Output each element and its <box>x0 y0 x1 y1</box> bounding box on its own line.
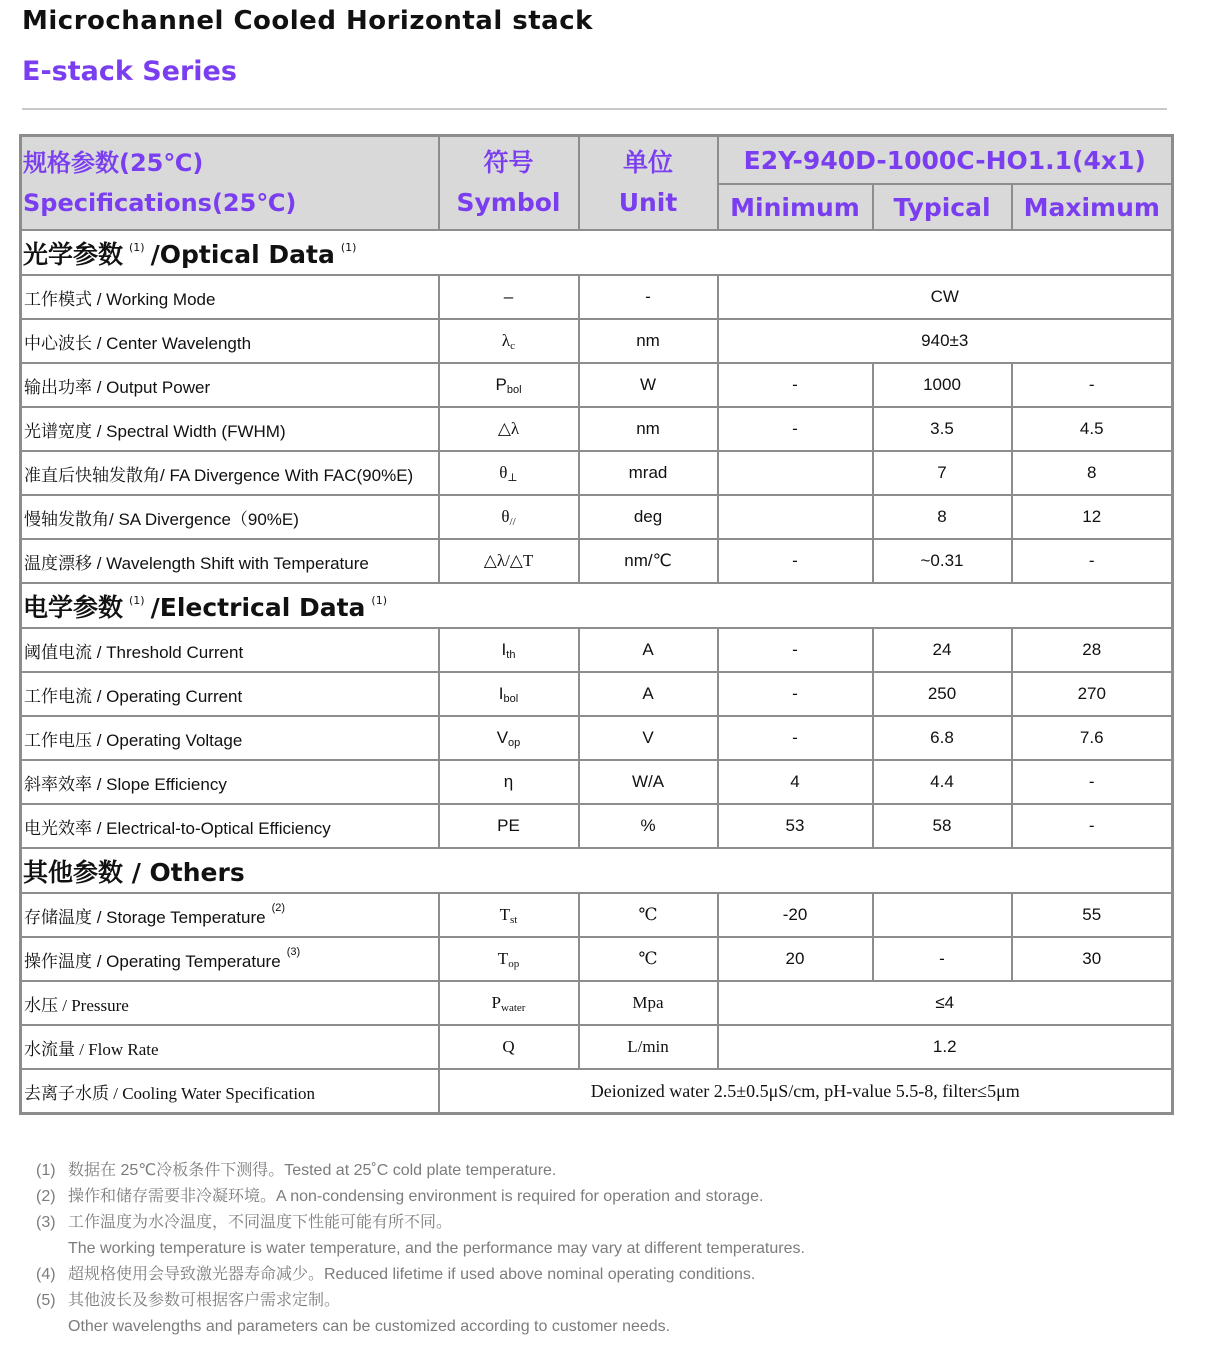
row-unit: A <box>579 628 718 672</box>
row-unit: A <box>579 672 718 716</box>
footnote-3-en: The working temperature is water temperature, and the performance may vary at different temperatures. <box>68 1240 805 1257</box>
row-max: - <box>1012 363 1173 407</box>
row-unit: L/min <box>579 1025 718 1069</box>
symbol-sub: water <box>501 1001 526 1014</box>
table-row <box>21 716 1173 760</box>
row-max: 55 <box>1012 893 1173 937</box>
footnote-num: (4) <box>36 1266 56 1283</box>
row-min: - <box>718 539 873 583</box>
row-typ: 4.4 <box>873 760 1012 804</box>
row-label-text: 操作温度 / Operating Temperature <box>24 952 281 971</box>
row-typ: 1000 <box>873 363 1012 407</box>
row-min: - <box>718 716 873 760</box>
table-row <box>21 539 1173 583</box>
footnote-num: (1) <box>36 1162 56 1179</box>
section-optical <box>21 230 1173 275</box>
row-value: Deionized water 2.5±0.5μS/cm, pH-value 5.5-8, filter≤5μm <box>439 1069 1173 1114</box>
row-unit: Mpa <box>579 981 718 1025</box>
footnote-ref: (1) <box>371 593 388 607</box>
row-symbol: η <box>439 760 579 804</box>
footnotes <box>36 1158 805 1340</box>
symbol-sub: c <box>510 339 516 352</box>
row-typ: 3.5 <box>873 407 1012 451</box>
symbol-sub: ⊥ <box>507 471 518 484</box>
footnote-4 <box>36 1262 805 1288</box>
symbol-sub: op <box>508 957 520 970</box>
table-row <box>21 363 1173 407</box>
row-symbol <box>439 628 579 672</box>
row-unit: deg <box>579 495 718 539</box>
table-row <box>21 893 1173 937</box>
row-value: 940±3 <box>718 319 1173 363</box>
row-label: 准直后快轴发散角/ FA Divergence With FAC(90%E) <box>21 451 439 495</box>
symbol-main: P <box>491 992 502 1012</box>
row-typ: 24 <box>873 628 1012 672</box>
footnote-ref: (1) <box>340 240 357 254</box>
row-typ: 250 <box>873 672 1012 716</box>
header-unit-en: Unit <box>618 188 678 217</box>
symbol-main: θ <box>499 462 508 482</box>
row-label: 输出功率 / Output Power <box>21 363 439 407</box>
row-max: - <box>1012 760 1173 804</box>
row-typ: - <box>873 937 1012 981</box>
header-model: E2Y-940D-1000C-HO1.1(4x1) <box>718 136 1173 185</box>
row-unit: W/A <box>579 760 718 804</box>
footnote-ref: (1) <box>129 240 145 254</box>
row-typ <box>873 893 1012 937</box>
header-max: Maximum <box>1012 184 1173 230</box>
table-row <box>21 672 1173 716</box>
symbol-main: I <box>501 639 507 659</box>
table-row <box>21 1025 1173 1069</box>
row-label <box>21 893 439 937</box>
row-unit: ℃ <box>579 937 718 981</box>
footnote-num: (5) <box>36 1292 56 1309</box>
row-unit: - <box>579 275 718 319</box>
footnote-text: 操作和储存需要非冷凝环境。A non-condensing environment is required for operation and storage. <box>68 1188 764 1205</box>
footnote-1 <box>36 1158 805 1184</box>
footnote-2 <box>36 1184 805 1210</box>
symbol-main: I <box>498 683 504 703</box>
table-row <box>21 451 1173 495</box>
row-unit: nm <box>579 319 718 363</box>
row-symbol <box>439 672 579 716</box>
symbol-sub: th <box>506 648 516 661</box>
row-unit: nm/℃ <box>579 539 718 583</box>
section-optical-title <box>21 230 1173 275</box>
header-spec-cn: 规格参数(25℃) <box>23 149 204 177</box>
row-max: - <box>1012 804 1173 848</box>
section-electrical <box>21 583 1173 628</box>
row-min: 53 <box>718 804 873 848</box>
row-symbol <box>439 319 579 363</box>
section-others-title: 其他参数 / Others <box>21 848 1173 893</box>
row-label: 水压 / Pressure <box>21 981 439 1025</box>
row-symbol: △λ/△T <box>439 539 579 583</box>
header-symbol-en: Symbol <box>456 188 561 217</box>
table-row <box>21 407 1173 451</box>
row-symbol <box>439 893 579 937</box>
row-min <box>718 451 873 495</box>
row-symbol <box>439 981 579 1025</box>
series-subtitle: E-stack Series <box>22 56 237 87</box>
row-label: 光谱宽度 / Spectral Width (FWHM) <box>21 407 439 451</box>
symbol-main: P <box>495 374 507 394</box>
row-min: 20 <box>718 937 873 981</box>
footnote-3 <box>36 1210 805 1236</box>
header-typ: Typical <box>873 184 1012 230</box>
header-symbol-cn: 符号 <box>483 148 534 177</box>
row-label: 慢轴发散角/ SA Divergence（90%E) <box>21 495 439 539</box>
row-value: 1.2 <box>718 1025 1173 1069</box>
symbol-main: λ <box>501 330 511 350</box>
section-others <box>21 848 1173 893</box>
footnote-5-en: Other wavelengths and parameters can be customized according to customer needs. <box>68 1318 671 1335</box>
row-label: 工作模式 / Working Mode <box>21 275 439 319</box>
symbol-main: θ <box>501 506 510 526</box>
title-divider <box>22 108 1167 110</box>
row-unit: mrad <box>579 451 718 495</box>
row-max: 28 <box>1012 628 1173 672</box>
row-typ: 58 <box>873 804 1012 848</box>
table-row <box>21 275 1173 319</box>
row-label: 中心波长 / Center Wavelength <box>21 319 439 363</box>
footnote-text: 超规格使用会导致激光器寿命减少。Reduced lifetime if used above nominal operating conditions. <box>68 1266 756 1283</box>
section-electrical-title <box>21 583 1173 628</box>
footnote-ref: (2) <box>271 902 286 914</box>
row-label: 温度漂移 / Wavelength Shift with Temperature <box>21 539 439 583</box>
footnote-text: 其他波长及参数可根据客户需求定制。 <box>68 1292 341 1309</box>
row-typ: 7 <box>873 451 1012 495</box>
table-row <box>21 937 1173 981</box>
row-symbol: – <box>439 275 579 319</box>
row-symbol <box>439 937 579 981</box>
row-label: 工作电压 / Operating Voltage <box>21 716 439 760</box>
header-spec <box>21 136 439 231</box>
symbol-sub: op <box>508 736 521 749</box>
row-symbol <box>439 495 579 539</box>
footnote-num: (3) <box>36 1214 56 1231</box>
symbol-sub: // <box>509 515 516 528</box>
footnote-text: 工作温度为水冷温度，不同温度下性能可能有所不同。 <box>68 1214 453 1231</box>
spec-table <box>19 134 1174 1115</box>
footnote-ref: (1) <box>129 593 145 607</box>
header-unit <box>579 136 718 231</box>
row-symbol: △λ <box>439 407 579 451</box>
table-row <box>21 319 1173 363</box>
row-max: 4.5 <box>1012 407 1173 451</box>
row-label: 工作电流 / Operating Current <box>21 672 439 716</box>
row-min: - <box>718 407 873 451</box>
row-label: 去离子水质 / Cooling Water Specification <box>21 1069 439 1114</box>
header-unit-cn: 单位 <box>622 148 673 177</box>
symbol-main: T <box>497 948 509 968</box>
row-typ: 8 <box>873 495 1012 539</box>
row-value: ≤4 <box>718 981 1173 1025</box>
row-min: 4 <box>718 760 873 804</box>
section-electrical-en: /Electrical Data <box>150 592 366 622</box>
row-label-text: 存储温度 / Storage Temperature <box>24 908 266 927</box>
row-label: 电光效率 / Electrical-to-Optical Efficiency <box>21 804 439 848</box>
footnote-num: (2) <box>36 1188 56 1205</box>
row-label: 斜率效率 / Slope Efficiency <box>21 760 439 804</box>
table-row <box>21 804 1173 848</box>
row-symbol <box>439 363 579 407</box>
row-unit: W <box>579 363 718 407</box>
row-unit: V <box>579 716 718 760</box>
row-max: - <box>1012 539 1173 583</box>
page-title: Microchannel Cooled Horizontal stack <box>22 6 593 36</box>
table-row <box>21 760 1173 804</box>
row-label <box>21 937 439 981</box>
symbol-sub: bol <box>503 692 519 705</box>
footnote-text: 数据在 25℃冷板条件下测得。Tested at 25˚C cold plate temperature. <box>68 1162 557 1179</box>
row-symbol: Q <box>439 1025 579 1069</box>
row-max: 12 <box>1012 495 1173 539</box>
footnote-ref: (3) <box>286 946 301 958</box>
row-unit: nm <box>579 407 718 451</box>
table-row <box>21 1069 1173 1114</box>
section-optical-cn: 光学参数 <box>23 239 124 269</box>
row-max: 8 <box>1012 451 1173 495</box>
row-min <box>718 495 873 539</box>
row-label: 水流量 / Flow Rate <box>21 1025 439 1069</box>
section-electrical-cn: 电学参数 <box>23 592 124 622</box>
row-symbol <box>439 451 579 495</box>
row-symbol: PE <box>439 804 579 848</box>
footnote-5 <box>36 1288 805 1314</box>
row-value: CW <box>718 275 1173 319</box>
row-label: 阈值电流 / Threshold Current <box>21 628 439 672</box>
row-min: - <box>718 628 873 672</box>
symbol-main: T <box>499 904 511 924</box>
row-max: 270 <box>1012 672 1173 716</box>
header-min: Minimum <box>718 184 873 230</box>
row-min: - <box>718 363 873 407</box>
table-row <box>21 628 1173 672</box>
row-typ: ~0.31 <box>873 539 1012 583</box>
table-row <box>21 981 1173 1025</box>
row-min: -20 <box>718 893 873 937</box>
symbol-sub: bol <box>506 383 522 396</box>
table-row <box>21 495 1173 539</box>
row-unit: ℃ <box>579 893 718 937</box>
header-spec-en: Specifications(25℃) <box>23 189 297 217</box>
header-row <box>21 136 1173 185</box>
row-symbol <box>439 716 579 760</box>
header-symbol <box>439 136 579 231</box>
row-min: - <box>718 672 873 716</box>
symbol-main: V <box>496 727 509 747</box>
row-unit: % <box>579 804 718 848</box>
row-max: 30 <box>1012 937 1173 981</box>
row-max: 7.6 <box>1012 716 1173 760</box>
symbol-sub: st <box>510 913 518 926</box>
row-typ: 6.8 <box>873 716 1012 760</box>
section-optical-en: /Optical Data <box>150 239 335 269</box>
